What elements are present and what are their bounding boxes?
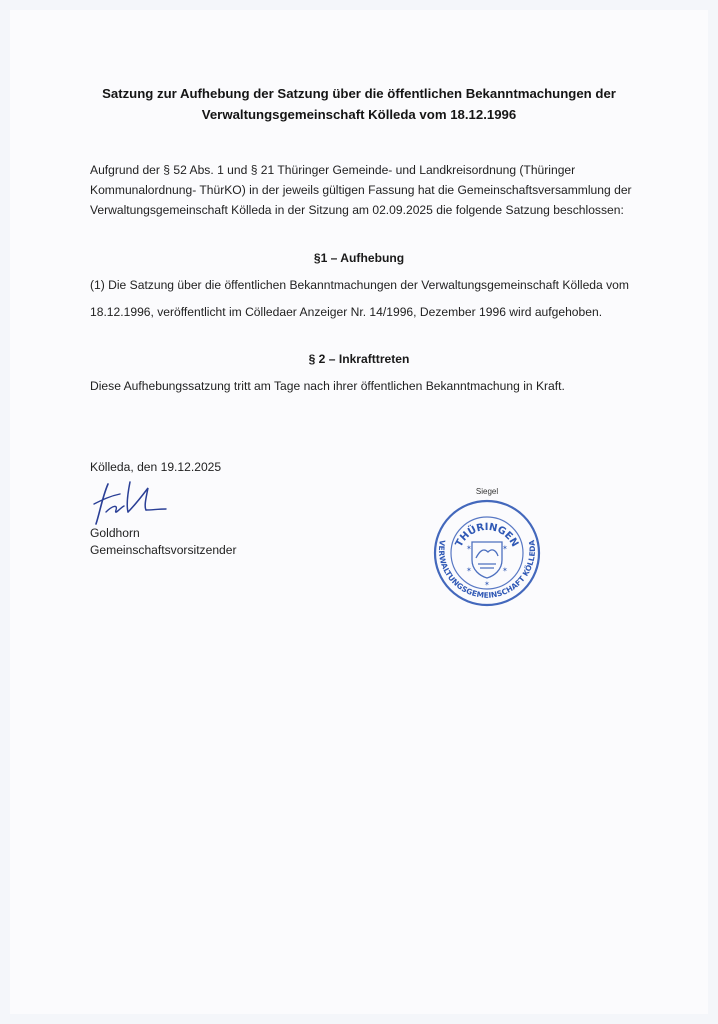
signatory-name: Goldhorn [90, 526, 140, 540]
svg-text:✶: ✶ [502, 567, 508, 574]
seal-top-text: THÜRINGEN [453, 521, 521, 549]
place-date: Kölleda, den 19.12.2025 [90, 460, 222, 474]
intro-line-1: Aufgrund der § 52 Abs. 1 und § 21 Thüringer Gemeinde- und Landkreisordnung (Thüringer [90, 163, 576, 177]
svg-text:✶: ✶ [484, 581, 490, 588]
document-title-line-2: Verwaltungsgemeinschaft Kölleda vom 18.12.1996 [201, 107, 517, 122]
section-1-heading: §1 – Aufhebung [313, 251, 405, 265]
coat-of-arms-icon [466, 542, 508, 588]
signatory-role: Gemeinschaftsvorsitzender [90, 543, 237, 557]
section-2-text: Diese Aufhebungssatzung tritt am Tage nach ihrer öffentlichen Bekanntmachung in Kraft. [90, 379, 565, 393]
seal-ring-text: VERWALTUNGSGEMEINSCHAFT KÖLLEDA [436, 539, 538, 600]
intro-line-2: Kommunalordnung- ThürKO) in der jeweils gültigen Fassung hat die Gemeinschaftsversammlung der [90, 183, 632, 197]
section-2-heading: § 2 – Inkrafttreten [308, 352, 410, 366]
official-seal [426, 498, 548, 610]
svg-text:✶: ✶ [502, 545, 508, 552]
seal-label: Siegel [475, 487, 499, 496]
handwritten-signature [90, 478, 170, 528]
svg-text:✶: ✶ [466, 545, 472, 552]
section-1-line-1: (1) Die Satzung über die öffentlichen Bekanntmachungen der Verwaltungsgemeinschaft Kölleda vom [90, 278, 629, 292]
section-1-line-2: 18.12.1996, veröffentlicht im Cölledaer Anzeiger Nr. 14/1996, Dezember 1996 wird aufgehoben. [90, 305, 603, 319]
intro-line-3: Verwaltungsgemeinschaft Kölleda in der Sitzung am 02.09.2025 die folgende Satzung beschlossen: [90, 203, 624, 217]
svg-text:✶: ✶ [466, 567, 472, 574]
document-title-line-1: Satzung zur Aufhebung der Satzung über die öffentlichen Bekanntmachungen der [102, 86, 616, 101]
